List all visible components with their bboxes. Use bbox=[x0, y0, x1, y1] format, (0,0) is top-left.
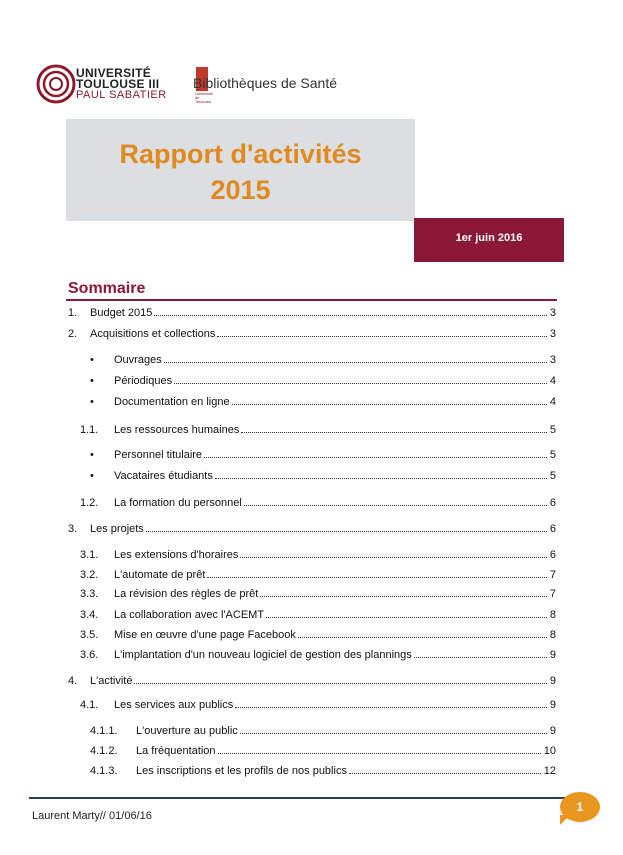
toc-page: 5 bbox=[549, 424, 556, 436]
toc-label: Périodiques bbox=[114, 375, 173, 387]
toc-entry[interactable] bbox=[90, 396, 556, 408]
toc-number: 4.1.2. bbox=[90, 745, 118, 757]
toc-page: 9 bbox=[549, 725, 556, 737]
toc-page: 9 bbox=[549, 649, 556, 661]
toc-label: La révision des règles de prêt bbox=[114, 588, 259, 600]
toc-entry[interactable] bbox=[80, 699, 556, 711]
title-block bbox=[66, 119, 415, 221]
toc-bullet: • bbox=[90, 375, 94, 387]
toc-entry[interactable] bbox=[80, 649, 556, 661]
logo-text-line3: PAUL SABATIER bbox=[76, 89, 167, 101]
toc-page: 6 bbox=[549, 523, 556, 535]
toc-page: 3 bbox=[549, 354, 556, 366]
toc-label: Vacataires étudiants bbox=[114, 470, 213, 482]
toc-leader bbox=[235, 706, 547, 708]
toc-entry[interactable] bbox=[80, 588, 556, 600]
toc-entry[interactable] bbox=[80, 609, 556, 621]
toc-leader bbox=[260, 595, 547, 597]
toc-number: 3.5. bbox=[80, 629, 99, 641]
toc-leader bbox=[204, 456, 547, 458]
toc-label: L'implantation d'un nouveau logiciel de gestion des plannings bbox=[114, 649, 412, 661]
toc-leader bbox=[207, 576, 546, 578]
toc-number: 1. bbox=[68, 307, 78, 319]
toc-page: 4 bbox=[549, 375, 556, 387]
toc-label: Ouvrages bbox=[114, 354, 162, 366]
toc-label: La fréquentation bbox=[136, 745, 216, 757]
footer-author: Laurent Marty// 01/06/16 bbox=[32, 810, 152, 822]
toc-number: 4. bbox=[68, 675, 78, 687]
toc-label: La collaboration avec l'ACEMT bbox=[114, 609, 265, 621]
toc-label: Mise en œuvre d'une page Facebook bbox=[114, 629, 296, 641]
toc-label: Les services aux publics bbox=[114, 699, 234, 711]
toc-label: Les ressources humaines bbox=[114, 424, 240, 436]
toc-leader bbox=[414, 656, 547, 658]
toc-bullet: • bbox=[90, 354, 94, 366]
toc-label: Les inscriptions et les profils de nos publics bbox=[136, 765, 347, 777]
page-number-badge: 1 bbox=[560, 792, 600, 822]
toc-number: 4.1.1. bbox=[90, 725, 118, 737]
toc-leader bbox=[134, 682, 546, 684]
toc-number: 4.1. bbox=[80, 699, 99, 711]
toc-page: 12 bbox=[543, 765, 556, 777]
toc-entry[interactable] bbox=[90, 470, 556, 482]
toc-number: 3.2. bbox=[80, 569, 99, 581]
toc-bullet: • bbox=[90, 470, 94, 482]
toc-label: Budget 2015 bbox=[90, 307, 153, 319]
toc-page: 3 bbox=[549, 328, 556, 340]
toc-entry[interactable] bbox=[90, 765, 556, 777]
toc-bullet: • bbox=[90, 396, 94, 408]
toc-leader bbox=[266, 616, 547, 618]
toc-page: 8 bbox=[549, 609, 556, 621]
toc-number: 3. bbox=[68, 523, 78, 535]
toc-entry[interactable] bbox=[80, 569, 556, 581]
toc-page: 3 bbox=[549, 307, 556, 319]
toc-bullet: • bbox=[90, 449, 94, 461]
toc-label: L'automate de prêt bbox=[114, 569, 206, 581]
toc-leader bbox=[240, 732, 547, 734]
sommaire-heading: Sommaire bbox=[68, 280, 146, 297]
toc-number: 1.1. bbox=[80, 424, 99, 436]
toc-leader bbox=[174, 382, 547, 384]
toc-page: 9 bbox=[549, 699, 556, 711]
toc-leader bbox=[298, 636, 547, 638]
logo-text-line1: UNIVERSITÉ bbox=[76, 66, 152, 80]
toc-leader bbox=[244, 504, 547, 506]
toc-entry[interactable] bbox=[68, 523, 556, 535]
toc-leader bbox=[240, 556, 546, 558]
toc-page: 9 bbox=[549, 675, 556, 687]
toc-entry[interactable] bbox=[68, 328, 556, 340]
toc-leader bbox=[218, 752, 541, 754]
toc-page: 4 bbox=[549, 396, 556, 408]
university-seal-icon bbox=[36, 64, 76, 104]
logo-small-text: Université de Toulouse bbox=[195, 91, 213, 104]
toc-label: L'ouverture au public bbox=[136, 725, 238, 737]
toc-entry[interactable] bbox=[68, 307, 556, 319]
toc-entry[interactable] bbox=[90, 375, 556, 387]
toc-number: 3.1. bbox=[80, 549, 99, 561]
toc-label: La formation du personnel bbox=[114, 497, 242, 509]
toc-entry[interactable] bbox=[90, 354, 556, 366]
toc-page: 5 bbox=[549, 470, 556, 482]
toc-label: Les extensions d'horaires bbox=[114, 549, 239, 561]
toc-entry[interactable] bbox=[90, 449, 556, 461]
toc-entry[interactable] bbox=[68, 675, 556, 687]
toc-leader bbox=[154, 314, 546, 316]
toc-leader bbox=[349, 772, 541, 774]
toc-label: Personnel titulaire bbox=[114, 449, 203, 461]
library-name: Bibliothèques de Santé bbox=[193, 75, 337, 91]
toc-leader bbox=[146, 530, 547, 532]
toc-leader bbox=[232, 403, 547, 405]
toc-page: 10 bbox=[543, 745, 556, 757]
toc-label: Les projets bbox=[90, 523, 144, 535]
toc-page: 8 bbox=[549, 629, 556, 641]
toc-leader bbox=[217, 335, 547, 337]
sommaire-divider bbox=[66, 299, 557, 301]
toc-number: 3.4. bbox=[80, 609, 99, 621]
toc-page: 6 bbox=[549, 497, 556, 509]
university-logo bbox=[36, 64, 213, 106]
toc-entry[interactable] bbox=[90, 725, 556, 737]
toc-number: 4.1.3. bbox=[90, 765, 118, 777]
toc-number: 3.6. bbox=[80, 649, 99, 661]
toc-label: L'activité bbox=[90, 675, 133, 687]
toc-leader bbox=[164, 361, 547, 363]
toc-leader bbox=[215, 477, 547, 479]
toc-entry[interactable] bbox=[80, 549, 556, 561]
toc-page: 7 bbox=[549, 569, 556, 581]
toc-entry[interactable] bbox=[80, 497, 556, 509]
toc-leader bbox=[241, 431, 547, 433]
toc-number: 1.2. bbox=[80, 497, 99, 509]
toc-entry[interactable] bbox=[90, 745, 556, 757]
toc-label: Documentation en ligne bbox=[114, 396, 230, 408]
logo-text-line2: TOULOUSE III bbox=[76, 77, 160, 91]
toc-page: 7 bbox=[549, 588, 556, 600]
report-year: 2015 bbox=[210, 175, 271, 205]
report-date: 1er juin 2016 bbox=[414, 218, 564, 262]
toc-entry[interactable] bbox=[80, 424, 556, 436]
toc-number: 3.3. bbox=[80, 588, 99, 600]
toc-page: 5 bbox=[549, 449, 556, 461]
footer-divider bbox=[29, 797, 574, 799]
toc-number: 2. bbox=[68, 328, 78, 340]
toc-entry[interactable] bbox=[80, 629, 556, 641]
toc-page: 6 bbox=[549, 549, 556, 561]
toc-label: Acquisitions et collections bbox=[90, 328, 216, 340]
report-title: Rapport d'activités bbox=[119, 139, 362, 169]
